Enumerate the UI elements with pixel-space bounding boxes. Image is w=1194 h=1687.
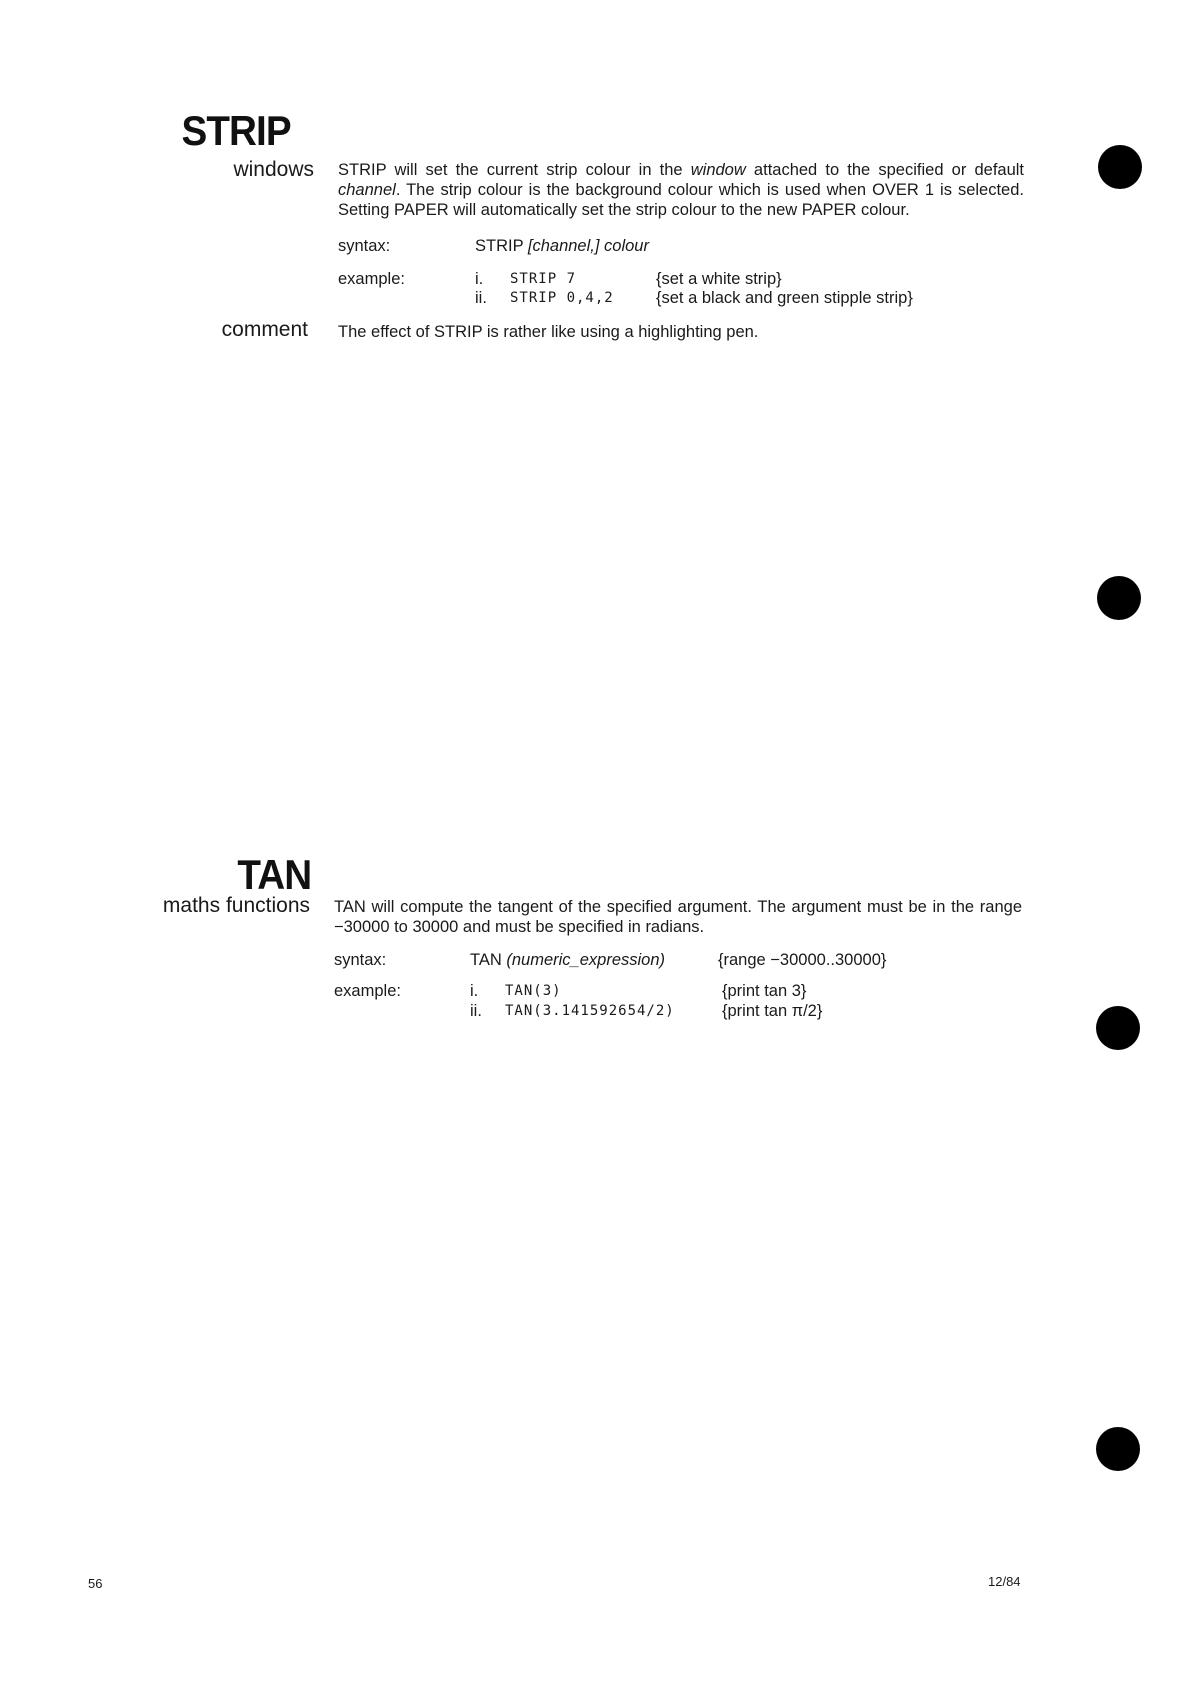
tan-syntax — [470, 950, 665, 970]
tan-example-1-note: {print tan 3} — [722, 982, 807, 1000]
strip-syntax-args: [channel,] colour — [527, 237, 649, 255]
strip-comment-label: comment — [221, 318, 308, 341]
strip-desc-part-3: . The strip colour is the background colour which is used when OVER 1 is selected. Setting PAPER will automatically set the strip colour to the new PAPER colour. — [338, 181, 1024, 219]
tan-example-2-note: {print tan π/2} — [722, 1002, 823, 1020]
date-code: 12/84 — [988, 1574, 1021, 1589]
strip-example-1-code: STRIP 7 — [510, 271, 577, 287]
tan-syntax-keyword: TAN — [470, 951, 507, 969]
strip-desc-part-2: attached to the specified or default — [745, 161, 1025, 179]
strip-description — [338, 160, 1024, 220]
strip-category: windows — [233, 158, 314, 181]
tan-syntax-label: syntax: — [334, 951, 387, 969]
strip-example-2-code: STRIP 0,4,2 — [510, 290, 614, 306]
punch-hole-4 — [1096, 1427, 1140, 1471]
strip-desc-channel: channel — [338, 181, 396, 199]
strip-example-1-note: {set a white strip} — [656, 270, 782, 288]
tan-example-label: example: — [334, 982, 401, 1000]
tan-example-1-num: i. — [470, 982, 479, 1000]
tan-example-1-code: TAN(3) — [505, 983, 562, 999]
strip-example-label: example: — [338, 270, 405, 288]
strip-desc-window: window — [690, 161, 746, 179]
tan-example-2-code: TAN(3.141592654/2) — [505, 1003, 675, 1019]
tan-category: maths functions — [162, 894, 310, 917]
tan-title: TAN — [237, 851, 311, 898]
page-number: 56 — [88, 1576, 103, 1591]
strip-example-1-num: i. — [475, 270, 484, 288]
strip-syntax-label: syntax: — [338, 237, 391, 255]
strip-comment-text: The effect of STRIP is rather like using a highlighting pen. — [338, 323, 759, 341]
strip-syntax — [475, 236, 649, 256]
tan-syntax-args: (numeric_expression) — [506, 951, 666, 969]
strip-example-2-num: ii. — [475, 289, 487, 307]
strip-desc-part-1: STRIP will set the current strip colour in the — [338, 161, 691, 179]
tan-syntax-note: {range −30000..30000} — [718, 951, 887, 969]
punch-hole-3 — [1096, 1006, 1140, 1050]
tan-example-2-num: ii. — [470, 1002, 482, 1020]
strip-syntax-keyword: STRIP — [475, 237, 528, 255]
tan-description: TAN will compute the tangent of the specified argument. The argument must be in the range −30000 to 30000 and must be specified in radians. — [334, 898, 1022, 936]
punch-hole-1 — [1098, 145, 1142, 189]
punch-hole-2 — [1097, 576, 1141, 620]
strip-title: STRIP — [181, 107, 291, 154]
strip-example-2-note: {set a black and green stipple strip} — [656, 289, 913, 307]
